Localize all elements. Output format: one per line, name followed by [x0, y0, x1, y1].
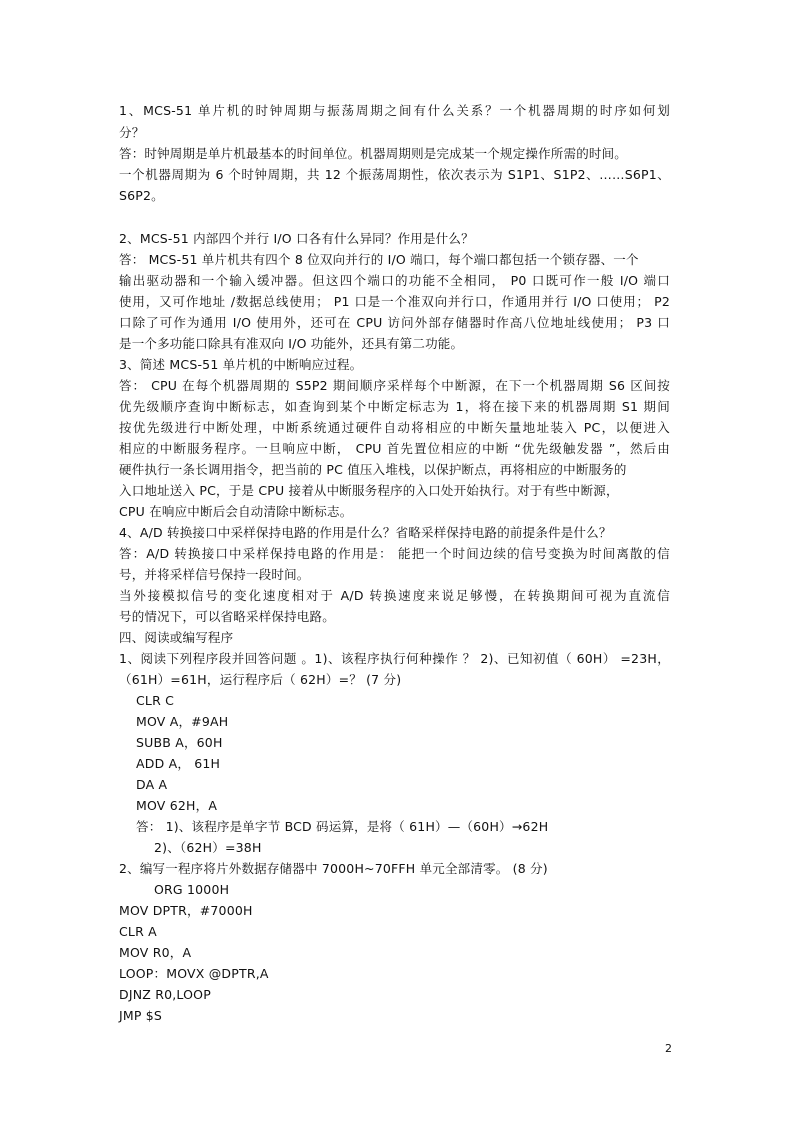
answer-4-line-4: 号的情况下，可以省略采样保持电路。 — [119, 609, 335, 624]
answer-1-line-1: 答：时钟周期是单片机最基本的时间单位。机器周期则是完成某一个规定操作所需的时间。 — [119, 146, 628, 161]
code-line-org: ORG 1000H — [154, 882, 230, 897]
program-1-question-line-2: （61H）=61H，运行程序后（ 62H）=？ (7 分) — [119, 672, 402, 687]
answer-3-line-7: CPU 在响应中断后会自动清除中断标志。 — [119, 504, 353, 519]
code-line-mov-62h: MOV 62H，A — [136, 798, 218, 813]
section-4-heading: 四、阅读或编写程序 — [119, 630, 234, 645]
answer-2-line-1: 答： MCS-51 单片机共有四个 8 位双向并行的 I/O 端口，每个端口都包括一个锁存器、一个 — [119, 252, 639, 267]
answer-2-line-2: 输出驱动器和一个输入缓冲器。但这四个端口的功能不全相同， P0 口既可作一般 I/O 端口 — [119, 273, 670, 288]
question-4-line-1: 4、A/D 转换接口中采样保持电路的作用是什么？省略采样保持电路的前提条件是什么？ — [119, 525, 612, 540]
question-3-line-1: 3、简述 MCS-51 单片机的中断响应过程。 — [119, 357, 363, 372]
answer-4-line-1: 答：A/D 转换接口中采样保持电路的作用是： 能把一个时间边续的信号变换为时间离散的信 — [119, 546, 670, 561]
page-number: 2 — [665, 1042, 672, 1055]
code-line-subb: SUBB A，60H — [136, 735, 223, 750]
answer-3-line-5: 硬件执行一条长调用指令，把当前的 PC 值压入堆栈，以保护断点，再将相应的中断服务的 — [119, 462, 627, 477]
answer-3-line-4: 相应的中断服务程序。一旦响应中断， CPU 首先置位相应的中断 “优先级触发器 ”，然后由 — [119, 441, 670, 456]
answer-1-line-3: S6P2。 — [119, 188, 164, 203]
code-line-da: DA A — [136, 777, 168, 792]
code-line-loop: LOOP：MOVX @DPTR,A — [119, 966, 269, 981]
answer-4-line-2: 号，并将采样信号保持一段时间。 — [119, 567, 310, 582]
answer-2-line-3: 使用，又可作地址 /数据总线使用； P1 口是一个准双向并行口，作通用并行 I/O 口使用； P2 — [119, 294, 670, 309]
code-line-clr-a: CLR A — [119, 924, 157, 939]
answer-3-line-2: 优先级顺序查询中断标志，如查询到某个中断定标志为 1，将在接下来的机器周期 S1 期间 — [119, 399, 670, 414]
code-line-mov-a: MOV A，#9AH — [136, 714, 229, 729]
code-line-clr-c: CLR C — [136, 693, 175, 708]
program-1-question-line-1: 1、阅读下列程序段并回答问题 。1)、该程序执行何种操作 ？ 2)、已知初值（ 60H） =23H， — [119, 651, 670, 666]
answer-1-line-2: 一个机器周期为 6 个时钟周期，共 12 个振荡周期性，依次表示为 S1P1、S1P2、……S6P1、 — [119, 167, 670, 182]
answer-3-line-1: 答： CPU 在每个机器周期的 S5P2 期间顺序采样每个中断源，在下一个机器周期 S6 区间按 — [119, 378, 670, 393]
code-line-mov-dptr: MOV DPTR，#7000H — [119, 903, 253, 918]
program-1-answer-line-1: 答： 1)、该程序是单字节 BCD 码运算，是将（ 61H）—（60H）→62H — [136, 819, 549, 834]
answer-2-line-5: 是一个多功能口除具有准双向 I/O 功能外，还具有第二功能。 — [119, 336, 464, 351]
answer-3-line-3: 按优先级进行中断处理，中断系统通过硬件自动将相应的中断矢量地址装入 PC，以便进入 — [119, 420, 670, 435]
question-1-line-2: 分？ — [119, 125, 145, 140]
answer-2-line-4: 口除了可作为通用 I/O 使用外，还可在 CPU 访问外部存储器时作高八位地址线使用； P3 口 — [119, 315, 670, 330]
question-1-line-1: 1、MCS-51 单片机的时钟周期与振荡周期之间有什么关系？一个机器周期的时序如何划 — [119, 103, 670, 118]
question-2-line-1: 2、MCS-51 内部四个并行 I/O 口各有什么异同？作用是什么？ — [119, 231, 474, 246]
code-line-jmp: JMP $S — [119, 1008, 163, 1023]
code-line-djnz: DJNZ R0,LOOP — [119, 987, 211, 1002]
code-line-mov-r0: MOV R0，A — [119, 945, 192, 960]
answer-3-line-6: 入口地址送入 PC，于是 CPU 接着从中断服务程序的入口处开始执行。对于有些中断源， — [119, 483, 619, 498]
program-2-question: 2、编写一程序将片外数据存储器中 7000H~70FFH 单元全部清零。 (8 分) — [119, 861, 548, 876]
answer-4-line-3: 当外接模拟信号的变化速度相对于 A/D 转换速度来说足够慢，在转换期间可视为直流信 — [119, 588, 670, 603]
program-1-answer-line-2: 2)、（62H）=38H — [154, 840, 262, 855]
code-line-add: ADD A， 61H — [136, 756, 221, 771]
